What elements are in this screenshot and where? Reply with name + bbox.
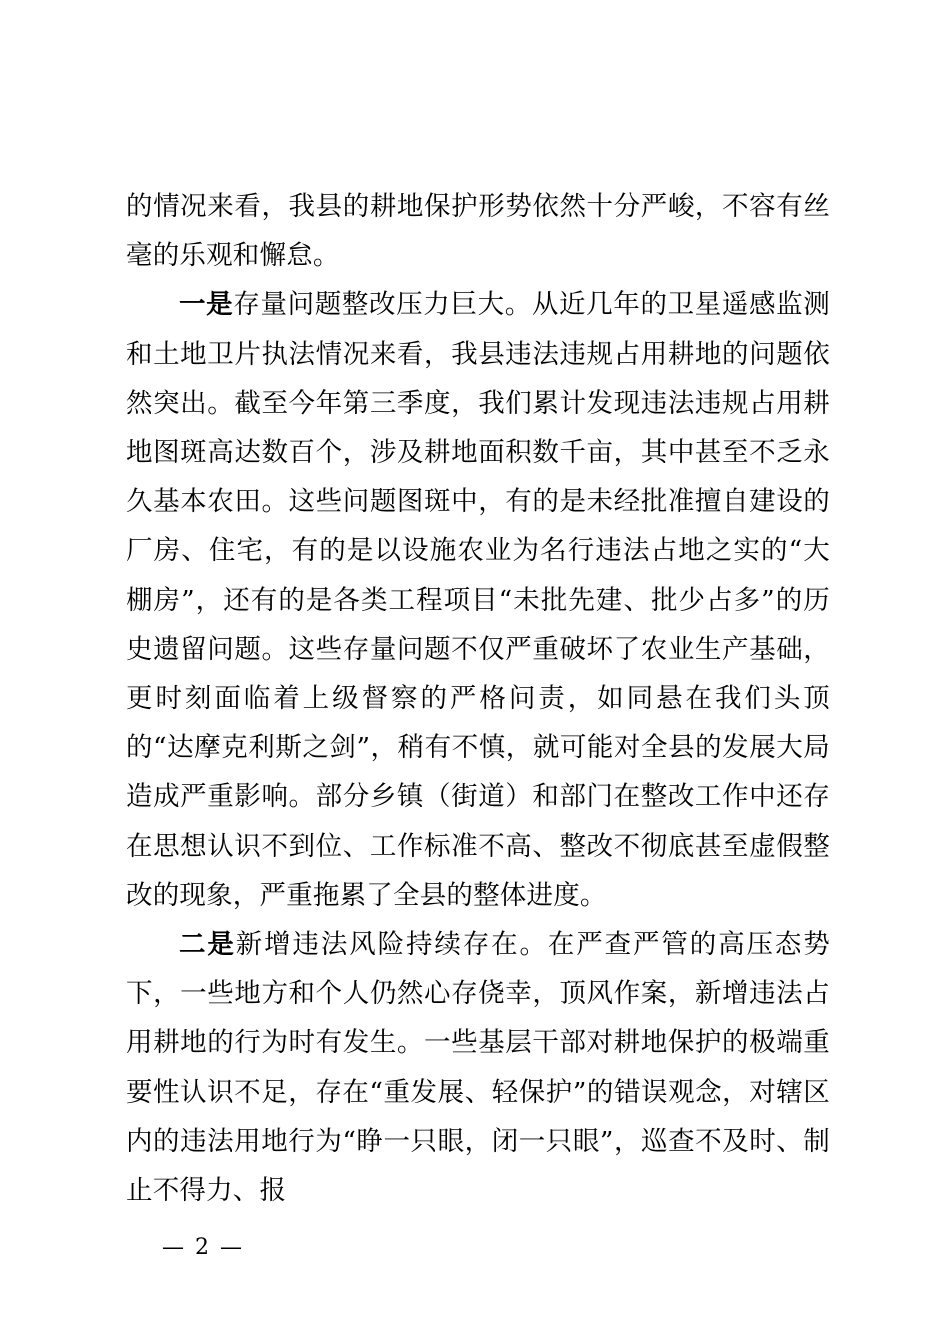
paragraph-point-one [126, 280, 830, 920]
document-body [126, 182, 830, 1215]
paragraph-lead: 二是 [179, 929, 236, 961]
page-number: — 2 — [162, 1235, 244, 1260]
paragraph-text: 的情况来看，我县的耕地保护形势依然十分严峻，不容有丝毫的乐观和懈怠。 [126, 191, 830, 272]
paragraph-point-two [126, 920, 830, 1215]
paragraph-lead: 一是 [179, 289, 234, 321]
paragraph-text: 新增违法风险持续存在。在严查严管的高压态势下，一些地方和个人仍然心存侥幸，顶风作案，新增违法占用耕地的行为时有发生。一些基层干部对耕地保护的极端重要性认识不足，存在“重发展、轻保护”的错误观念，对辖区内的违法用地行为“睁一只眼，闭一只眼”，巡查不及时、制止不得力、报 [126, 929, 831, 1207]
paragraph-continuation [126, 182, 830, 280]
paragraph-text: 存量问题整改压力巨大。从近几年的卫星遥感监测和土地卫片执法情况来看，我县违法违规占用耕地的问题依然突出。截至今年第三季度，我们累计发现违法违规占用耕地图斑高达数百个，涉及耕地面积数千亩，其中甚至不乏永久基本农田。这些问题图斑中，有的是未经批准擅自建设的厂房、住宅，有的是以设施农业为名行违法占地之实的“大棚房”，还有的是各类工程项目“未批先建、批少占多”的历史遗留问题。这些存量问题不仅严重破坏了农业生产基础，更时刻面临着上级督察的严格问责，如同悬在我们头顶的“达摩克利斯之剑”，稍有不慎，就可能对全县的发展大局造成严重影响。部分乡镇（街道）和部门在整改工作中还存在思想认识不到位、工作标准不高、整改不彻底甚至虚假整改的现象，严重拖累了全县的整体进度。 [126, 289, 830, 911]
